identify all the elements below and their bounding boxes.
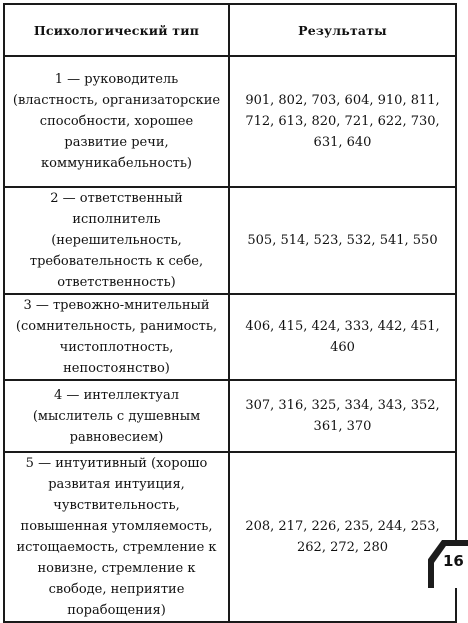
- type-cell: 2 — ответственный исполнитель (нерешительность, требовательность к себе, ответственность): [4, 187, 229, 294]
- header-type: Психологический тип: [4, 4, 229, 56]
- header-results: Результаты: [229, 4, 456, 56]
- page-number: 16: [443, 552, 464, 570]
- type-cell: 4 — интеллектуал (мыслитель с душевным равновесием): [4, 380, 229, 452]
- header-row: [4, 4, 456, 56]
- results-cell: 901, 802, 703, 604, 910, 811, 712, 613, 820, 721, 622, 730, 631, 640: [229, 56, 456, 187]
- results-cell: 505, 514, 523, 532, 541, 550: [229, 187, 456, 294]
- results-cell: 307, 316, 325, 334, 343, 352, 361, 370: [229, 380, 456, 452]
- table-row: [4, 380, 456, 452]
- type-cell: 3 — тревожно-мнительный (сомнительность, ранимость, чистоплотность, непостоянство): [4, 294, 229, 380]
- table-row: [4, 187, 456, 294]
- table-row: [4, 294, 456, 380]
- psych-types-table: [3, 3, 457, 623]
- results-cell: 208, 217, 226, 235, 244, 253, 262, 272, 280: [229, 452, 456, 622]
- results-cell: 406, 415, 424, 333, 442, 451, 460: [229, 294, 456, 380]
- table-row: [4, 452, 456, 622]
- table-row: [4, 56, 456, 187]
- type-cell: 1 — руководитель (властность, организаторские способности, хорошее развитие речи, коммуникабельность): [4, 56, 229, 187]
- type-cell: 5 — интуитивный (хорошо развитая интуиция, чувствительность, повышенная утомляемость, истощаемость, стремление к новизне, стремление к свободе, неприятие порабощения): [4, 452, 229, 622]
